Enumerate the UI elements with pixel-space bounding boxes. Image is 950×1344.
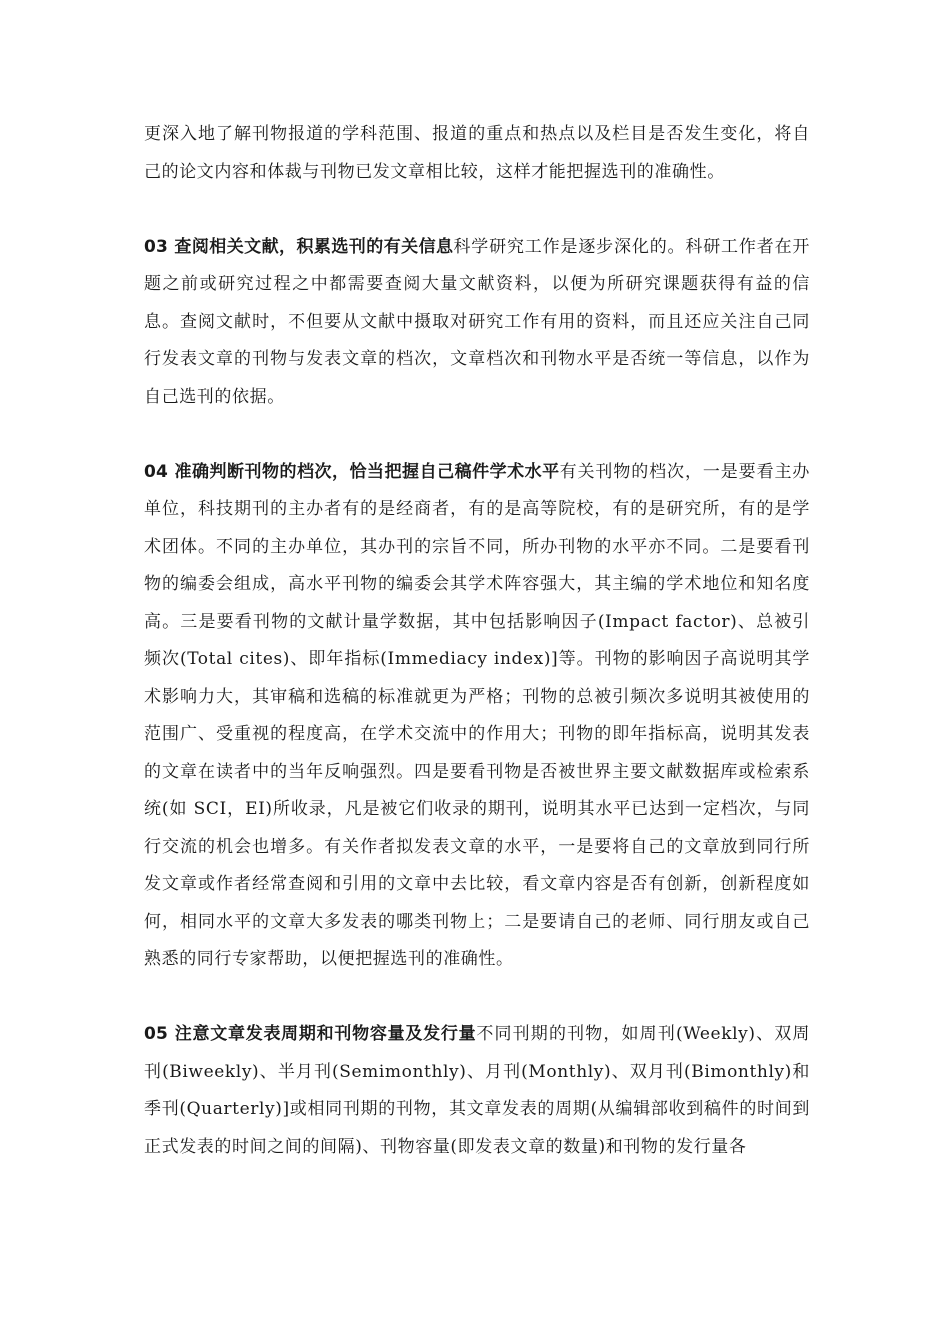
- paragraph-section-03: [144, 229, 810, 417]
- paragraph-section-04: [144, 454, 810, 979]
- paragraph-body: 有关刊物的档次，一是要看主办单位，科技期刊的主办者有的是经商者，有的是高等院校，有的是研究所，有的是学术团体。不同的主办单位，其办刊的宗旨不同，所办刊物的水平亦不同。二是要看刊物的编委会组成，高水平刊物的编委会其学术阵容强大，其主编的学术地位和知名度高。三是要看刊物的文献计量学数据，其中包括影响因子(Impact factor)、总被引频次(Total cites)、即年指标(Immediacy index)]等。刊物的影响因子高说明其学术影响力大，其审稿和选稿的标准就更为严格；刊物的总被引频次多说明其被使用的范围广、受重视的程度高，在学术交流中的作用大；刊物的即年指标高，说明其发表的文章在读者中的当年反响强烈。四是要看刊物是否被世界主要文献数据库或检索系统(如 SCI，EI)所收录，凡是被它们收录的期刊，说明其水平已达到一定档次，与同行交流的机会也增多。有关作者拟发表文章的水平，一是要将自己的文章放到同行所发文章或作者经常查阅和引用的文章中去比较，看文章内容是否有创新，创新程度如何，相同水平的文章大多发表的哪类刊物上；二是要请自己的老师、同行朋友或自己熟悉的同行专家帮助，以便把握选刊的准确性。: [144, 461, 811, 969]
- paragraph-body: 科学研究工作是逐步深化的。科研工作者在开题之前或研究过程之中都需要查阅大量文献资料，以便为所研究课题获得有益的信息。查阅文献时，不但要从文献中摄取对研究工作有用的资料，而且还应关注自己同行发表文章的刊物与发表文章的档次，文章档次和刊物水平是否统一等信息，以作为自己选刊的依据。: [144, 236, 811, 407]
- paragraph-body: 不同刊期的刊物，如周刊(Weekly)、双周刊(Biweekly)、半月刊(Semimonthly)、月刊(Monthly)、双月刊(Bimonthly)和季刊(Quarterly)]或相同刊期的刊物，其文章发表的周期(从编辑部收到稿件的时间到正式发表的时间之间的间隔)、刊物容量(即发表文章的数量)和刊物的发行量各: [144, 1024, 811, 1157]
- section-heading: 05 注意文章发表周期和刊物容量及发行量: [144, 1024, 477, 1044]
- section-heading: 03 查阅相关文献，积累选刊的有关信息: [144, 236, 454, 257]
- document-body: [144, 116, 810, 1204]
- paragraph-section-05: [144, 1016, 810, 1166]
- paragraph-body: 更深入地了解刊物报道的学科范围、报道的重点和热点以及栏目是否发生变化，将自己的论文内容和体裁与刊物已发文章相比较，这样才能把握选刊的准确性。: [144, 124, 810, 182]
- section-heading: 04 准确判断刊物的档次，恰当把握自己稿件学术水平: [144, 461, 560, 482]
- paragraph-intro: [144, 116, 810, 191]
